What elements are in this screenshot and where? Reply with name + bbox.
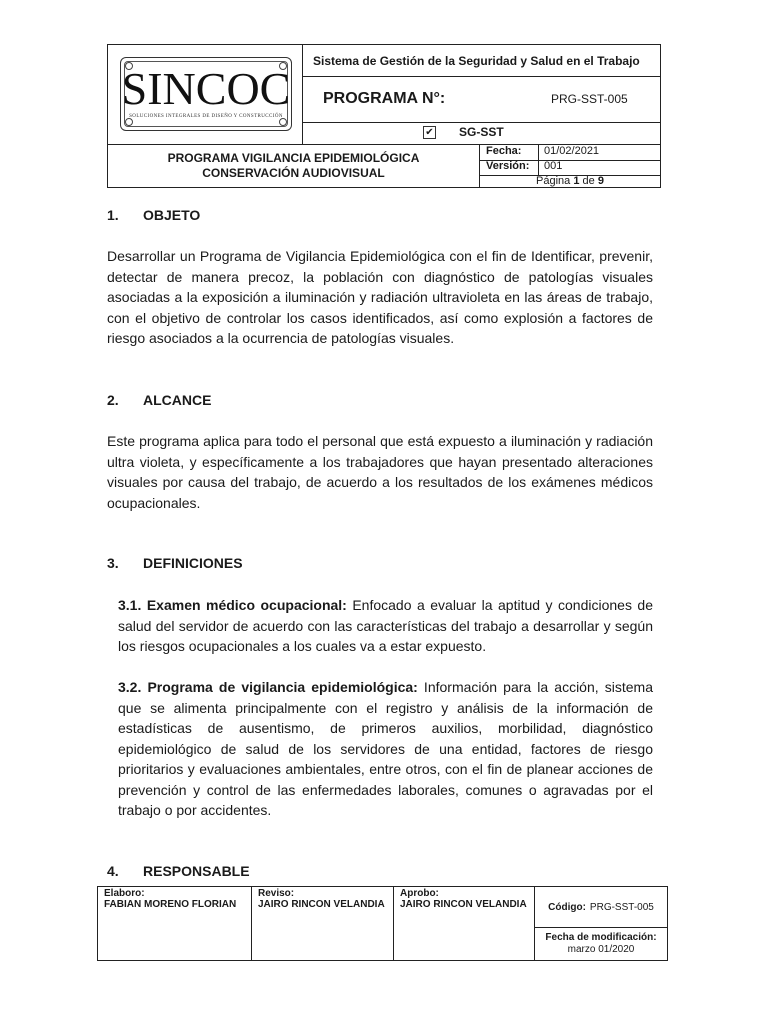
document-title <box>108 145 480 187</box>
document-meta <box>480 145 660 187</box>
definition-text: Información para la acción, sistema que se alimenta principalmente con el registro y análisis de la información de estadísticas de ausentismo, de primeros auxilios, morbilidad, diagnóstico epidemiológico de salud de los servidores de una entidad, factores de riesgo prioritarios y evaluaciones ambientales, entre otros, con el fin de planear acciones de prevención y control de las enfermedades laborales, comunes o agravadas por el trabajo o por accidentes. <box>118 679 653 818</box>
page-prefix: Página <box>536 175 571 187</box>
objeto-paragraph: Desarrollar un Programa de Vigilancia Epidemiológica con el fin de Identificar, prevenir, detectar de manera precoz, la población con diagnóstico de patologías visuales asociadas a la exposición a iluminación y radiación ultravioleta en las áreas de trabajo, con el objetivo de controlar los casos identificados, así como explosión a factores de riesgo asociados a la ocurrencia de patologías visuales. <box>107 248 653 346</box>
codigo-value: PRG-SST-005 <box>589 901 654 913</box>
logo-wordmark: SINCOC <box>121 63 291 114</box>
logo-tagline: SOLUCIONES INTEGRALES DE DISEÑO Y CONSTRUCCIÓN <box>129 114 283 119</box>
modification-date: marzo 01/2020 <box>567 944 635 955</box>
page-total: 9 <box>597 175 604 187</box>
section-number: 2. <box>107 392 119 408</box>
document-title-line2: CONSERVACIÓN AUDIOVISUAL <box>202 166 385 180</box>
sg-sst-cell <box>303 123 660 144</box>
meta-date <box>480 145 660 161</box>
sg-sst-label: SG-SST <box>459 125 504 139</box>
definition-programa-vigilancia <box>118 677 653 821</box>
aprobo-name: JAIRO RINCON VELANDIA <box>400 899 527 910</box>
footer-modification-cell <box>535 927 667 960</box>
aprobo-cell <box>394 887 535 960</box>
codigo-label: Código: <box>548 901 586 913</box>
section-number: 4. <box>107 863 119 879</box>
page-number <box>480 175 660 190</box>
footer-code-cell <box>535 887 667 928</box>
version-label: Versión: <box>486 160 530 172</box>
definition-term: 3.2. Programa de vigilancia epidemiológica: <box>118 679 418 695</box>
version-value: 001 <box>544 160 563 172</box>
section-title: DEFINICIONES <box>143 555 243 571</box>
page-current: 1 <box>573 175 580 187</box>
elaboro-name: FABIAN MORENO FLORIAN <box>104 899 237 910</box>
section-heading-responsable <box>107 863 250 879</box>
meta-version <box>480 160 660 176</box>
logo-ornament <box>125 118 133 126</box>
program-code: PRG-SST-005 <box>551 92 628 106</box>
approval-footer-table <box>97 886 668 961</box>
logo-cell <box>108 45 303 144</box>
section-number: 1. <box>107 207 119 223</box>
date-label: Fecha: <box>486 145 522 157</box>
program-number-cell <box>303 77 660 123</box>
document-header <box>107 44 661 188</box>
section-heading-definiciones <box>107 555 243 571</box>
logo-ornament <box>279 118 287 126</box>
definition-text: Enfocado a evaluar la aptitud y condiciones de salud del servidor de acuerdo con las características del trabajo a desarrollar y según los riesgos ocupacionales a los cuales va a estar expuesto. <box>118 597 654 654</box>
section-heading-alcance <box>107 392 211 408</box>
section-title: OBJETO <box>143 207 201 223</box>
document-title-row <box>108 144 660 187</box>
section-title: RESPONSABLE <box>143 863 250 879</box>
aprobo-label: Aprobo: <box>400 888 439 899</box>
section-heading-objeto <box>107 207 200 223</box>
modification-label: Fecha de modificación: <box>545 932 657 943</box>
elaboro-label: Elaboro: <box>104 888 145 899</box>
system-title: Sistema de Gestión de la Seguridad y Salud en el Trabajo <box>303 45 660 77</box>
alcance-paragraph: Este programa aplica para todo el personal que está expuesto a iluminación y radiación ultra violeta, y específicamente a los trabajadores que hayan presentado alteraciones visuales por causa del trabajo, de acuerdo a los resultados de los exámenes médicos ocupacionales. <box>107 433 653 511</box>
document-title-line1: PROGRAMA VIGILANCIA EPIDEMIOLÓGICA <box>167 151 420 165</box>
definition-examen-medico <box>118 595 653 657</box>
reviso-cell <box>252 887 394 960</box>
page-of: de <box>582 175 595 187</box>
date-value: 01/02/2021 <box>544 145 600 157</box>
program-number-label: PROGRAMA N°: <box>323 90 446 107</box>
definition-term: 3.1. Examen médico ocupacional: <box>118 597 347 613</box>
reviso-label: Reviso: <box>258 888 295 899</box>
checkbox-checked-icon[interactable]: ✔ <box>423 126 436 139</box>
company-logo <box>120 57 292 131</box>
section-number: 3. <box>107 555 119 571</box>
reviso-name: JAIRO RINCON VELANDIA <box>258 899 385 910</box>
elaboro-cell <box>98 887 252 960</box>
section-title: ALCANCE <box>143 392 212 408</box>
